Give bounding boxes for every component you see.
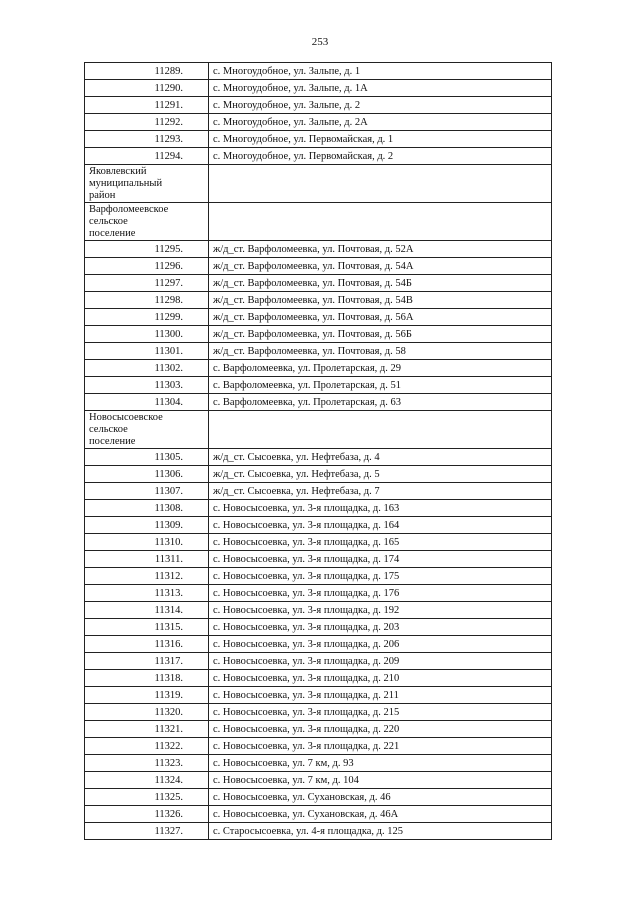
- table-row: [85, 483, 552, 500]
- row-number: 11299.: [85, 309, 209, 326]
- section-label: [85, 203, 209, 241]
- page-number: 253: [311, 36, 329, 48]
- section-label-line: Варфоломеевское: [89, 204, 169, 215]
- table-row: [85, 789, 552, 806]
- row-number: 11317.: [85, 653, 209, 670]
- row-number: 11307.: [85, 483, 209, 500]
- address-cell: с. Новосысоевка, ул. 3-я площадка, д. 192: [209, 602, 552, 619]
- row-number: 11300.: [85, 326, 209, 343]
- address-table: [84, 62, 552, 840]
- table-row: [85, 755, 552, 772]
- address-cell: ж/д_ст. Варфоломеевка, ул. Почтовая, д. 54А: [209, 258, 552, 275]
- table-row: [85, 466, 552, 483]
- empty-cell: [209, 411, 552, 449]
- table-row: [85, 670, 552, 687]
- address-cell: с. Многоудобное, ул. Зальпе, д. 1А: [209, 80, 552, 97]
- address-cell: ж/д_ст. Варфоломеевка, ул. Почтовая, д. 54Б: [209, 275, 552, 292]
- row-number: 11313.: [85, 585, 209, 602]
- section-label-line: поселение: [89, 436, 136, 447]
- table-row: [85, 568, 552, 585]
- address-cell: с. Новосысоевка, ул. 7 км, д. 104: [209, 772, 552, 789]
- address-cell: с. Новосысоевка, ул. 3-я площадка, д. 220: [209, 721, 552, 738]
- row-number: 11298.: [85, 292, 209, 309]
- address-cell: ж/д_ст. Варфоломеевка, ул. Почтовая, д. 56Б: [209, 326, 552, 343]
- section-label-line: Новосысоевское: [89, 412, 163, 423]
- row-number: 11303.: [85, 377, 209, 394]
- address-cell: с. Новосысоевка, ул. 3-я площадка, д. 203: [209, 619, 552, 636]
- address-cell: с. Новосысоевка, ул. 3-я площадка, д. 210: [209, 670, 552, 687]
- row-number: 11309.: [85, 517, 209, 534]
- table-row: [85, 97, 552, 114]
- address-cell: с. Новосысоевка, ул. 3-я площадка, д. 211: [209, 687, 552, 704]
- address-cell: с. Новосысоевка, ул. 3-я площадка, д. 165: [209, 534, 552, 551]
- address-cell: с. Новосысоевка, ул. 3-я площадка, д. 175: [209, 568, 552, 585]
- address-cell: ж/д_ст. Сысоевка, ул. Нефтебаза, д. 7: [209, 483, 552, 500]
- address-cell: с. Многоудобное, ул. Зальпе, д. 2А: [209, 114, 552, 131]
- section-header-row: [85, 165, 552, 203]
- row-number: 11319.: [85, 687, 209, 704]
- table-row: [85, 704, 552, 721]
- row-number: 11323.: [85, 755, 209, 772]
- table-row: [85, 309, 552, 326]
- row-number: 11308.: [85, 500, 209, 517]
- address-cell: с. Многоудобное, ул. Зальпе, д. 1: [209, 63, 552, 80]
- table-row: [85, 585, 552, 602]
- row-number: 11320.: [85, 704, 209, 721]
- address-cell: ж/д_ст. Варфоломеевка, ул. Почтовая, д. 58: [209, 343, 552, 360]
- row-number: 11316.: [85, 636, 209, 653]
- address-cell: с. Новосысоевка, ул. 3-я площадка, д. 215: [209, 704, 552, 721]
- address-cell: с. Новосысоевка, ул. 3-я площадка, д. 163: [209, 500, 552, 517]
- table-row: [85, 292, 552, 309]
- row-number: 11311.: [85, 551, 209, 568]
- address-cell: с. Новосысоевка, ул. Сухановская, д. 46А: [209, 806, 552, 823]
- address-cell: ж/д_ст. Варфоломеевка, ул. Почтовая, д. 56А: [209, 309, 552, 326]
- table-row: [85, 721, 552, 738]
- section-label-line: поселение: [89, 228, 136, 239]
- section-header-row: [85, 411, 552, 449]
- table-row: [85, 823, 552, 840]
- address-cell: с. Новосысоевка, ул. 7 км, д. 93: [209, 755, 552, 772]
- row-number: 11294.: [85, 148, 209, 165]
- table-row: [85, 114, 552, 131]
- row-number: 11312.: [85, 568, 209, 585]
- address-cell: с. Новосысоевка, ул. 3-я площадка, д. 164: [209, 517, 552, 534]
- address-cell: с. Варфоломеевка, ул. Пролетарская, д. 51: [209, 377, 552, 394]
- table-row: [85, 343, 552, 360]
- row-number: 11326.: [85, 806, 209, 823]
- section-label-line: муниципальный: [89, 178, 163, 189]
- table-row: [85, 326, 552, 343]
- row-number: 11322.: [85, 738, 209, 755]
- row-number: 11318.: [85, 670, 209, 687]
- address-cell: с. Новосысоевка, ул. 3-я площадка, д. 206: [209, 636, 552, 653]
- table-row: [85, 619, 552, 636]
- row-number: 11291.: [85, 97, 209, 114]
- section-label-line: район: [89, 190, 116, 201]
- row-number: 11310.: [85, 534, 209, 551]
- address-cell: с. Многоудобное, ул. Зальпе, д. 2: [209, 97, 552, 114]
- address-cell: с. Многоудобное, ул. Первомайская, д. 1: [209, 131, 552, 148]
- row-number: 11325.: [85, 789, 209, 806]
- row-number: 11290.: [85, 80, 209, 97]
- table-row: [85, 653, 552, 670]
- section-label-line: Яковлевский: [89, 166, 147, 177]
- section-label-line: сельское: [89, 216, 128, 227]
- table-row: [85, 258, 552, 275]
- table-row: [85, 241, 552, 258]
- table-row: [85, 63, 552, 80]
- table-row: [85, 534, 552, 551]
- address-cell: с. Новосысоевка, ул. 3-я площадка, д. 176: [209, 585, 552, 602]
- address-cell: ж/д_ст. Варфоломеевка, ул. Почтовая, д. 54В: [209, 292, 552, 309]
- section-label: [85, 165, 209, 203]
- row-number: 11302.: [85, 360, 209, 377]
- table-row: [85, 148, 552, 165]
- row-number: 11292.: [85, 114, 209, 131]
- row-number: 11297.: [85, 275, 209, 292]
- row-number: 11315.: [85, 619, 209, 636]
- table-row: [85, 275, 552, 292]
- table-row: [85, 738, 552, 755]
- empty-cell: [209, 203, 552, 241]
- address-table-body: [85, 63, 552, 840]
- table-row: [85, 449, 552, 466]
- table-row: [85, 500, 552, 517]
- address-cell: с. Старосысоевка, ул. 4-я площадка, д. 125: [209, 823, 552, 840]
- empty-cell: [209, 165, 552, 203]
- table-row: [85, 602, 552, 619]
- row-number: 11321.: [85, 721, 209, 738]
- row-number: 11327.: [85, 823, 209, 840]
- table-row: [85, 687, 552, 704]
- address-cell: с. Варфоломеевка, ул. Пролетарская, д. 29: [209, 360, 552, 377]
- address-cell: с. Варфоломеевка, ул. Пролетарская, д. 63: [209, 394, 552, 411]
- row-number: 11301.: [85, 343, 209, 360]
- table-row: [85, 806, 552, 823]
- section-label: [85, 411, 209, 449]
- address-cell: с. Новосысоевка, ул. 3-я площадка, д. 221: [209, 738, 552, 755]
- address-cell: с. Новосысоевка, ул. Сухановская, д. 46: [209, 789, 552, 806]
- row-number: 11324.: [85, 772, 209, 789]
- address-cell: с. Новосысоевка, ул. 3-я площадка, д. 209: [209, 653, 552, 670]
- address-cell: ж/д_ст. Сысоевка, ул. Нефтебаза, д. 5: [209, 466, 552, 483]
- table-row: [85, 551, 552, 568]
- table-row: [85, 636, 552, 653]
- table-row: [85, 377, 552, 394]
- row-number: 11304.: [85, 394, 209, 411]
- address-cell: с. Новосысоевка, ул. 3-я площадка, д. 174: [209, 551, 552, 568]
- row-number: 11305.: [85, 449, 209, 466]
- row-number: 11289.: [85, 63, 209, 80]
- address-cell: ж/д_ст. Сысоевка, ул. Нефтебаза, д. 4: [209, 449, 552, 466]
- table-row: [85, 772, 552, 789]
- row-number: 11293.: [85, 131, 209, 148]
- row-number: 11295.: [85, 241, 209, 258]
- row-number: 11306.: [85, 466, 209, 483]
- section-label-line: сельское: [89, 424, 128, 435]
- address-cell: ж/д_ст. Варфоломеевка, ул. Почтовая, д. 52А: [209, 241, 552, 258]
- table-row: [85, 80, 552, 97]
- table-row: [85, 131, 552, 148]
- table-row: [85, 394, 552, 411]
- table-row: [85, 517, 552, 534]
- row-number: 11296.: [85, 258, 209, 275]
- table-row: [85, 360, 552, 377]
- address-cell: с. Многоудобное, ул. Первомайская, д. 2: [209, 148, 552, 165]
- row-number: 11314.: [85, 602, 209, 619]
- section-header-row: [85, 203, 552, 241]
